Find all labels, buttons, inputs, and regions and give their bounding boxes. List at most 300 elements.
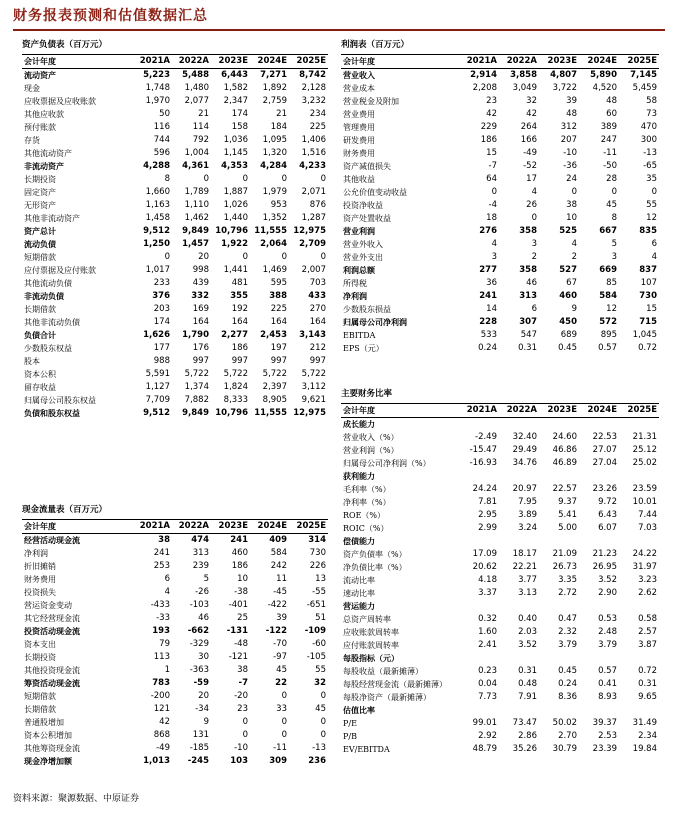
row-value: 3,232 bbox=[301, 96, 326, 106]
table-row bbox=[22, 716, 328, 729]
column-header-year: 2022A bbox=[172, 520, 211, 534]
row-value: -26 bbox=[195, 587, 209, 597]
row-value: 39.37 bbox=[592, 718, 617, 728]
row-value: 997 bbox=[231, 356, 248, 366]
column-header-year: 2023E bbox=[539, 55, 579, 69]
row-value: 1,145 bbox=[223, 148, 248, 158]
row-value bbox=[459, 600, 499, 613]
table-row bbox=[22, 251, 328, 264]
row-value: 236 bbox=[308, 756, 326, 766]
row-value: 241 bbox=[479, 291, 497, 301]
row-label: 其他流动负债 bbox=[24, 279, 72, 288]
row-value: 2,397 bbox=[262, 382, 287, 392]
table-row bbox=[341, 277, 659, 290]
row-label: ROIC（%） bbox=[343, 524, 389, 533]
table-row bbox=[341, 238, 659, 251]
row-label: 营业利润 bbox=[343, 226, 375, 236]
row-value: -200 bbox=[150, 691, 170, 701]
table-row bbox=[341, 665, 659, 678]
table-row bbox=[341, 212, 659, 225]
row-value: 55 bbox=[315, 665, 326, 675]
row-label: 其他非流动资产 bbox=[24, 214, 80, 223]
row-label: 应付账款周转率 bbox=[343, 641, 399, 650]
row-label: 获利能力 bbox=[343, 471, 375, 481]
row-value: 247 bbox=[600, 135, 617, 145]
row-value bbox=[539, 652, 579, 665]
table-row bbox=[341, 613, 659, 626]
row-label: ROE（%） bbox=[343, 511, 386, 520]
row-value: 79 bbox=[159, 639, 170, 649]
row-value: 48.79 bbox=[472, 744, 497, 754]
row-label: 归属母公司净利润（%） bbox=[343, 459, 431, 468]
row-value: 1,480 bbox=[184, 83, 209, 93]
ratios-title: 主要财务比率 bbox=[341, 389, 393, 399]
cash-flow-table bbox=[22, 519, 328, 768]
row-label: 营运资金变动 bbox=[24, 601, 72, 610]
row-value: 5.41 bbox=[558, 510, 577, 520]
section-row bbox=[22, 534, 328, 548]
row-value: 3.77 bbox=[518, 575, 537, 585]
row-label: 总资产周转率 bbox=[343, 615, 391, 624]
row-value: 10 bbox=[566, 213, 577, 223]
row-value: 23 bbox=[237, 704, 248, 714]
row-value: 0 bbox=[242, 730, 248, 740]
column-header-year: 2023E bbox=[211, 520, 250, 534]
row-value: 312 bbox=[560, 122, 577, 132]
row-value: 997 bbox=[309, 356, 326, 366]
row-value: 9,512 bbox=[143, 408, 170, 418]
row-value: -60 bbox=[312, 639, 326, 649]
table-row bbox=[341, 186, 659, 199]
row-value: 1,352 bbox=[262, 213, 287, 223]
row-label: 少数股东损益 bbox=[343, 305, 391, 314]
section-row bbox=[341, 225, 659, 238]
row-value: 99.01 bbox=[472, 718, 497, 728]
row-value: -122 bbox=[265, 626, 287, 636]
row-label: 经营活动现金流 bbox=[24, 535, 80, 545]
row-label: 预付账款 bbox=[24, 123, 56, 132]
row-value: 7.95 bbox=[518, 497, 537, 507]
table-row bbox=[22, 82, 328, 95]
row-value: 186 bbox=[480, 135, 497, 145]
row-value: 169 bbox=[192, 304, 209, 314]
section-row bbox=[22, 290, 328, 303]
row-value: 7,145 bbox=[630, 70, 657, 80]
row-label: 固定资产 bbox=[24, 188, 56, 197]
row-value: 85 bbox=[606, 278, 617, 288]
row-value: 5,223 bbox=[143, 70, 170, 80]
row-value: 28 bbox=[606, 174, 617, 184]
row-value: 29.49 bbox=[512, 445, 537, 455]
row-value: 21 bbox=[276, 109, 287, 119]
row-value: 203 bbox=[153, 304, 170, 314]
row-value: 1,824 bbox=[223, 382, 248, 392]
row-value: 164 bbox=[231, 317, 248, 327]
row-value: 0 bbox=[281, 717, 287, 727]
row-value: 4,233 bbox=[299, 161, 326, 171]
table-row bbox=[22, 134, 328, 147]
row-value: 184 bbox=[270, 122, 287, 132]
row-value: 5,722 bbox=[223, 369, 248, 379]
section-row bbox=[341, 535, 659, 548]
table-row bbox=[22, 690, 328, 703]
row-value: 0 bbox=[242, 717, 248, 727]
row-value: 3.89 bbox=[518, 510, 537, 520]
row-value: -662 bbox=[187, 626, 209, 636]
row-value: 241 bbox=[230, 535, 248, 545]
row-value: 48 bbox=[566, 109, 577, 119]
row-value: 0.32 bbox=[478, 614, 497, 624]
row-value: 450 bbox=[559, 317, 577, 327]
row-value: 2,077 bbox=[184, 96, 209, 106]
table-row bbox=[341, 574, 659, 587]
row-value: 3.79 bbox=[598, 640, 617, 650]
row-value: 2.32 bbox=[558, 627, 577, 637]
row-value: 4 bbox=[571, 239, 577, 249]
section-row bbox=[22, 625, 328, 638]
row-value: 2.70 bbox=[558, 731, 577, 741]
section-row bbox=[22, 407, 328, 420]
row-value: -15.47 bbox=[469, 445, 497, 455]
row-value: 8,905 bbox=[262, 395, 287, 405]
row-label: 流动比率 bbox=[343, 576, 375, 585]
row-value: -2.49 bbox=[475, 432, 497, 442]
row-value bbox=[619, 470, 659, 483]
row-value: 242 bbox=[270, 561, 287, 571]
row-value: 164 bbox=[192, 317, 209, 327]
row-value: 0.45 bbox=[558, 343, 577, 353]
table-row bbox=[22, 573, 328, 586]
row-value: 0 bbox=[320, 691, 326, 701]
table-row bbox=[341, 548, 659, 561]
row-value: 0 bbox=[164, 252, 170, 262]
table-row bbox=[341, 509, 659, 522]
row-value: 3.37 bbox=[478, 588, 497, 598]
row-value: 25 bbox=[237, 613, 248, 623]
row-value: 20 bbox=[198, 252, 209, 262]
row-value: 8.36 bbox=[558, 692, 577, 702]
row-label: 非流动资产 bbox=[24, 161, 64, 171]
row-value: 5 bbox=[203, 574, 209, 584]
row-value: 1,457 bbox=[182, 239, 209, 249]
row-value: 9,621 bbox=[301, 395, 326, 405]
row-value: 9 bbox=[571, 304, 577, 314]
row-value: 998 bbox=[192, 265, 209, 275]
row-value: 32.40 bbox=[512, 432, 537, 442]
row-value: 1,250 bbox=[143, 239, 170, 249]
row-label: 投资活动现金流 bbox=[24, 626, 80, 636]
row-value: 3.87 bbox=[638, 640, 657, 650]
row-value: 229 bbox=[480, 122, 497, 132]
row-value: -52 bbox=[523, 161, 537, 171]
table-row bbox=[22, 264, 328, 277]
row-value: 2.53 bbox=[598, 731, 617, 741]
row-value: 2.57 bbox=[638, 627, 657, 637]
row-value: -55 bbox=[312, 587, 326, 597]
table-row bbox=[22, 742, 328, 755]
row-value bbox=[499, 470, 539, 483]
row-value: 0 bbox=[242, 174, 248, 184]
row-value bbox=[619, 535, 659, 548]
row-value: 953 bbox=[270, 200, 287, 210]
row-value: 27.04 bbox=[592, 458, 617, 468]
row-value: -7 bbox=[238, 678, 248, 688]
header-row bbox=[341, 404, 659, 418]
row-value: 4,807 bbox=[550, 70, 577, 80]
row-label: 股本 bbox=[24, 357, 40, 366]
table-row bbox=[22, 368, 328, 381]
row-label: EBITDA bbox=[343, 331, 376, 340]
row-value: 234 bbox=[309, 109, 326, 119]
row-label: 现金 bbox=[24, 84, 40, 93]
table-row bbox=[22, 664, 328, 677]
row-value: 313 bbox=[192, 548, 209, 558]
table-row bbox=[341, 82, 659, 95]
row-value: 3,049 bbox=[512, 83, 537, 93]
row-value: 0.45 bbox=[558, 666, 577, 676]
row-value: 0.24 bbox=[558, 679, 577, 689]
row-value: 10,796 bbox=[215, 408, 248, 418]
header-row bbox=[22, 55, 328, 69]
row-value bbox=[619, 600, 659, 613]
section-row bbox=[22, 238, 328, 251]
row-value: 11 bbox=[276, 574, 287, 584]
row-value bbox=[619, 652, 659, 665]
row-label: 短期借款 bbox=[24, 692, 56, 701]
row-label: 利润总额 bbox=[343, 265, 375, 275]
row-value: 2,453 bbox=[260, 330, 287, 340]
row-value: 837 bbox=[639, 265, 657, 275]
row-value bbox=[539, 418, 579, 432]
row-value: 1,441 bbox=[223, 265, 248, 275]
row-value: 0 bbox=[281, 252, 287, 262]
row-value: 1,036 bbox=[223, 135, 248, 145]
row-value: 527 bbox=[559, 265, 577, 275]
column-header-year: 2023E bbox=[211, 55, 250, 69]
row-value: 9,849 bbox=[182, 408, 209, 418]
row-value bbox=[579, 600, 619, 613]
row-value: 584 bbox=[270, 548, 287, 558]
row-value: 1,458 bbox=[145, 213, 170, 223]
column-header-year: 2022A bbox=[499, 55, 539, 69]
row-value: 376 bbox=[152, 291, 170, 301]
row-label: 负债合计 bbox=[24, 330, 56, 340]
row-value: 228 bbox=[479, 317, 497, 327]
row-value: 7,709 bbox=[145, 395, 170, 405]
header-row bbox=[22, 520, 328, 534]
row-value: 481 bbox=[231, 278, 248, 288]
row-value: 2.41 bbox=[478, 640, 497, 650]
column-header-year: 2021A bbox=[459, 55, 499, 69]
row-value: 2.72 bbox=[558, 588, 577, 598]
row-value: 835 bbox=[639, 226, 657, 236]
row-value: 0.31 bbox=[638, 679, 657, 689]
income-statement-table bbox=[341, 54, 659, 355]
row-value: 23 bbox=[486, 96, 497, 106]
row-value: 20.97 bbox=[512, 484, 537, 494]
row-value bbox=[459, 704, 499, 717]
row-value: -121 bbox=[228, 652, 248, 662]
row-value: 6.43 bbox=[598, 510, 617, 520]
row-value: 4,520 bbox=[592, 83, 617, 93]
row-label: 流动负债 bbox=[24, 239, 56, 249]
row-value: 116 bbox=[153, 122, 170, 132]
row-value: 1,004 bbox=[184, 148, 209, 158]
row-label: 其他筹资现金流 bbox=[24, 744, 80, 753]
row-value: 46.89 bbox=[552, 458, 577, 468]
row-value: 121 bbox=[153, 704, 170, 714]
row-value: 2 bbox=[531, 252, 537, 262]
row-value: 21 bbox=[198, 109, 209, 119]
column-header-year: 2021A bbox=[133, 55, 172, 69]
row-value: 596 bbox=[153, 148, 170, 158]
row-value: 3,858 bbox=[510, 70, 537, 80]
row-value bbox=[579, 535, 619, 548]
row-value: 1,892 bbox=[262, 83, 287, 93]
row-value: 164 bbox=[309, 317, 326, 327]
row-value: 309 bbox=[269, 756, 287, 766]
row-value: 470 bbox=[640, 122, 657, 132]
row-value: 207 bbox=[560, 135, 577, 145]
row-value: 30 bbox=[198, 652, 209, 662]
row-value: 0.57 bbox=[598, 343, 617, 353]
row-value: 31.49 bbox=[632, 718, 657, 728]
row-value: -11 bbox=[603, 148, 617, 158]
column-header-year: 2024E bbox=[250, 55, 289, 69]
row-label: 资产处置收益 bbox=[343, 214, 391, 223]
section-row bbox=[22, 225, 328, 238]
row-value: 1,922 bbox=[221, 239, 248, 249]
row-value: 1,374 bbox=[184, 382, 209, 392]
row-value: 15 bbox=[486, 148, 497, 158]
row-value: 24.60 bbox=[552, 432, 577, 442]
row-value: -185 bbox=[189, 743, 209, 753]
row-value: 1,045 bbox=[632, 330, 657, 340]
row-value: 2,064 bbox=[260, 239, 287, 249]
row-value: 0 bbox=[320, 730, 326, 740]
row-value: 22.53 bbox=[592, 432, 617, 442]
row-value: 8,333 bbox=[223, 395, 248, 405]
row-value: 225 bbox=[309, 122, 326, 132]
row-value: 11,555 bbox=[254, 408, 287, 418]
row-value: 225 bbox=[270, 304, 287, 314]
row-label: 其他非流动负债 bbox=[24, 318, 80, 327]
row-label: 研发费用 bbox=[343, 136, 375, 145]
row-label: 资本公积 bbox=[24, 370, 56, 379]
row-value: 226 bbox=[309, 561, 326, 571]
row-value: -97 bbox=[273, 652, 287, 662]
row-value bbox=[499, 652, 539, 665]
table-row bbox=[341, 717, 659, 730]
row-value: 783 bbox=[152, 678, 170, 688]
row-value: 2.90 bbox=[598, 588, 617, 598]
row-value: 15 bbox=[646, 304, 657, 314]
row-value: 12 bbox=[606, 304, 617, 314]
row-value: 3.52 bbox=[518, 640, 537, 650]
row-label: 财务费用 bbox=[343, 149, 375, 158]
row-value bbox=[459, 652, 499, 665]
table-row bbox=[341, 678, 659, 691]
row-value: 3,722 bbox=[552, 83, 577, 93]
row-label: 投资净收益 bbox=[343, 201, 383, 210]
row-value: 7.44 bbox=[638, 510, 657, 520]
table-row bbox=[341, 444, 659, 457]
row-value: 60 bbox=[606, 109, 617, 119]
row-label: 管理费用 bbox=[343, 123, 375, 132]
row-value bbox=[499, 600, 539, 613]
column-header-label: 会计年度 bbox=[22, 55, 133, 69]
row-value: 4.18 bbox=[478, 575, 497, 585]
row-value: 2,071 bbox=[301, 187, 326, 197]
section-row bbox=[341, 290, 659, 303]
row-value: 9,849 bbox=[182, 226, 209, 236]
row-value: 409 bbox=[269, 535, 287, 545]
row-label: 其它经营现金流 bbox=[24, 614, 80, 623]
section-row bbox=[22, 677, 328, 690]
row-value: 46 bbox=[198, 613, 209, 623]
table-row bbox=[341, 743, 659, 756]
row-value: 8.93 bbox=[598, 692, 617, 702]
table-row bbox=[341, 639, 659, 652]
row-label: 长期投资 bbox=[24, 175, 56, 184]
row-value: -10 bbox=[234, 743, 248, 753]
row-value: 17 bbox=[526, 174, 537, 184]
table-row bbox=[22, 586, 328, 599]
row-value: 39 bbox=[276, 613, 287, 623]
row-value: 667 bbox=[599, 226, 617, 236]
table-row bbox=[22, 651, 328, 664]
row-value: 3.52 bbox=[598, 575, 617, 585]
row-value: 300 bbox=[640, 135, 657, 145]
row-value: 0 bbox=[491, 187, 497, 197]
row-value bbox=[499, 535, 539, 548]
table-row bbox=[22, 560, 328, 573]
row-label: 其他应收款 bbox=[24, 110, 64, 119]
row-value: 32 bbox=[526, 96, 537, 106]
row-value: 9 bbox=[203, 717, 209, 727]
row-value: 0.57 bbox=[598, 666, 617, 676]
row-value: 4,288 bbox=[143, 161, 170, 171]
row-value: 8 bbox=[611, 213, 617, 223]
table-row bbox=[341, 329, 659, 342]
row-value: 572 bbox=[599, 317, 617, 327]
row-value: 3 bbox=[611, 252, 617, 262]
row-value: 792 bbox=[192, 135, 209, 145]
row-value bbox=[539, 535, 579, 548]
row-value: 21.23 bbox=[592, 549, 617, 559]
table-row bbox=[341, 108, 659, 121]
row-label: 其他流动资产 bbox=[24, 149, 72, 158]
row-value: 2,007 bbox=[301, 265, 326, 275]
table-row bbox=[22, 212, 328, 225]
column-header-year: 2025E bbox=[289, 55, 328, 69]
row-value: 3.23 bbox=[638, 575, 657, 585]
row-label: 每股经营现金流（最新摊薄） bbox=[343, 680, 447, 689]
table-row bbox=[341, 147, 659, 160]
row-value: 2,709 bbox=[299, 239, 326, 249]
section-row bbox=[341, 652, 659, 665]
row-value: 23.59 bbox=[632, 484, 657, 494]
row-value: 533 bbox=[480, 330, 497, 340]
table-row bbox=[22, 612, 328, 625]
row-value: 595 bbox=[270, 278, 287, 288]
table-row bbox=[341, 160, 659, 173]
row-value: 131 bbox=[192, 730, 209, 740]
row-value: 17.09 bbox=[472, 549, 497, 559]
row-value: 193 bbox=[152, 626, 170, 636]
row-value: 0.48 bbox=[518, 679, 537, 689]
row-value: 0.53 bbox=[598, 614, 617, 624]
